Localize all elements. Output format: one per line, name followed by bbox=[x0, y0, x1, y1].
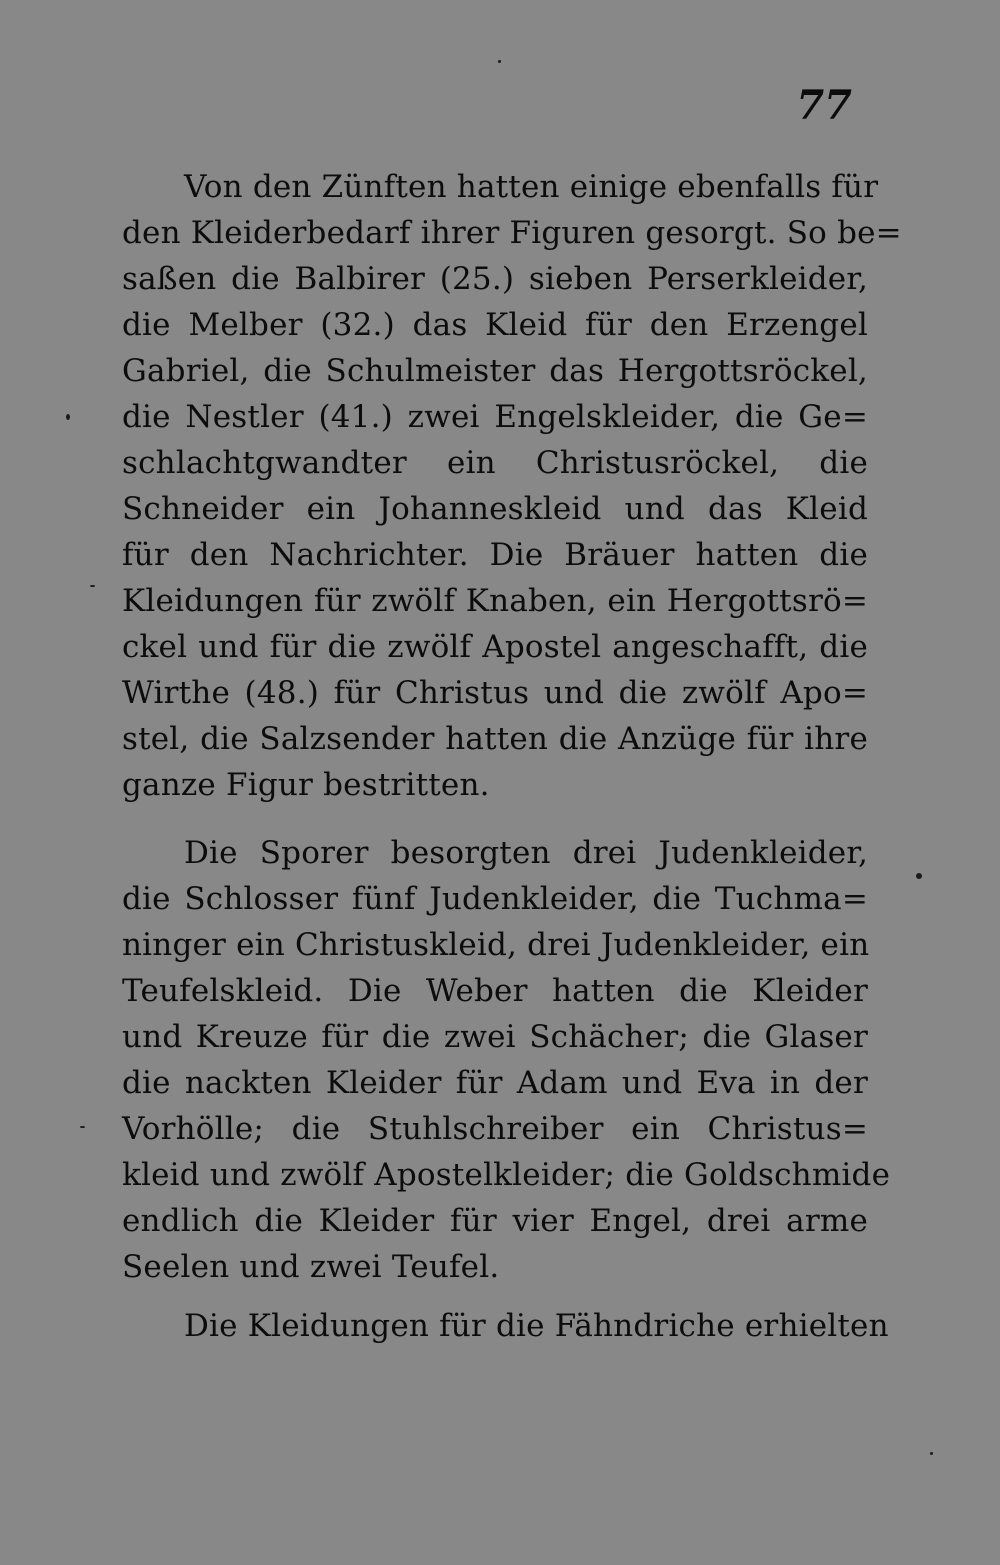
paragraph-2 bbox=[122, 830, 891, 1290]
text-line: Teufelskleid. Die Weber hatten die Kleider bbox=[122, 973, 868, 1009]
text-line: die Nestler (41.) zwei Engelskleider, die Ge= bbox=[122, 399, 868, 435]
text-line: Kleidungen für zwölf Knaben, ein Hergottsrö= bbox=[122, 583, 868, 619]
text-line: kleid und zwölf Apostelkleider; die Goldschmide bbox=[122, 1157, 891, 1193]
text-line: Wirthe (48.) für Christus und die zwölf Apo= bbox=[122, 675, 868, 711]
text-line: endlich die Kleider für vier Engel, drei arme bbox=[122, 1203, 868, 1239]
scan-speck bbox=[80, 1126, 85, 1128]
text-line: ganze Figur bestritten. bbox=[122, 767, 490, 803]
scan-speck bbox=[930, 1452, 933, 1455]
text-line: die Schlosser fünf Judenkleider, die Tuchma= bbox=[122, 881, 868, 917]
text-line: ckel und für die zwölf Apostel angeschafft, die bbox=[122, 629, 868, 665]
paragraph-3 bbox=[122, 1303, 889, 1349]
text-line: Die Sporer besorgten drei Judenkleider, bbox=[184, 835, 868, 871]
text-line: Von den Zünften hatten einige ebenfalls für bbox=[184, 169, 879, 205]
scan-speck bbox=[90, 585, 95, 587]
scan-speck bbox=[498, 60, 501, 63]
text-line: schlachtgwandter ein Christusröckel, die bbox=[122, 445, 868, 481]
page-number: 77 bbox=[796, 82, 852, 129]
text-line: Seelen und zwei Teufel. bbox=[122, 1249, 500, 1285]
text-line: und Kreuze für die zwei Schächer; die Glaser bbox=[122, 1019, 868, 1055]
text-line: Schneider ein Johanneskleid und das Kleid bbox=[122, 491, 868, 527]
scan-speck bbox=[66, 414, 70, 420]
text-line: Vorhölle; die Stuhlschreiber ein Christus= bbox=[122, 1111, 868, 1147]
text-line: Die Kleidungen für die Fähndriche erhielten bbox=[184, 1308, 889, 1344]
text-line: die Melber (32.) das Kleid für den Erzengel bbox=[122, 307, 868, 343]
text-line: Gabriel, die Schulmeister das Hergottsröckel, bbox=[122, 353, 868, 389]
text-line: ninger ein Christuskleid, drei Judenkleider, ein bbox=[122, 927, 870, 963]
paragraph-1 bbox=[122, 164, 902, 808]
text-line: für den Nachrichter. Die Bräuer hatten die bbox=[122, 537, 868, 573]
text-line: den Kleiderbedarf ihrer Figuren gesorgt. So be= bbox=[122, 215, 902, 251]
text-line: die nackten Kleider für Adam und Eva in der bbox=[122, 1065, 868, 1101]
scan-speck bbox=[916, 873, 922, 879]
text-line: saßen die Balbirer (25.) sieben Perserkleider, bbox=[122, 261, 868, 297]
text-line: stel, die Salzsender hatten die Anzüge für ihre bbox=[122, 721, 868, 757]
